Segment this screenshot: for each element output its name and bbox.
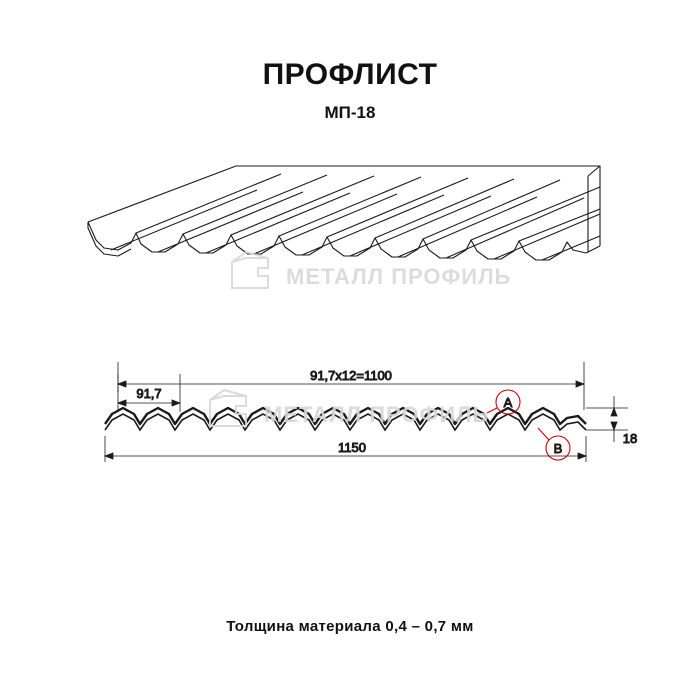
callout-a-label: A (503, 395, 513, 410)
material-thickness-note: Толщина материала 0,4 – 0,7 мм (226, 618, 474, 635)
dimension-height (611, 396, 617, 442)
watermark-text-2: МЕТАЛЛ ПРОФИЛЬ (264, 402, 490, 427)
dimension-wave-pitch-label: 91,7 (136, 386, 162, 401)
perspective-sheet-illustration (88, 166, 600, 260)
dimension-total-width-label: 1150 (338, 440, 366, 455)
callout-b-label: B (553, 441, 563, 456)
watermark-text: МЕТАЛЛ ПРОФИЛЬ (286, 264, 512, 289)
page-title: ПРОФЛИСТ (262, 58, 438, 91)
dimension-overall-working-width-label: 91,7х12=1100 (310, 368, 392, 383)
model-label: МП-18 (324, 103, 376, 122)
watermark-illustration (232, 252, 511, 289)
dimension-height-label: 18 (622, 431, 638, 446)
